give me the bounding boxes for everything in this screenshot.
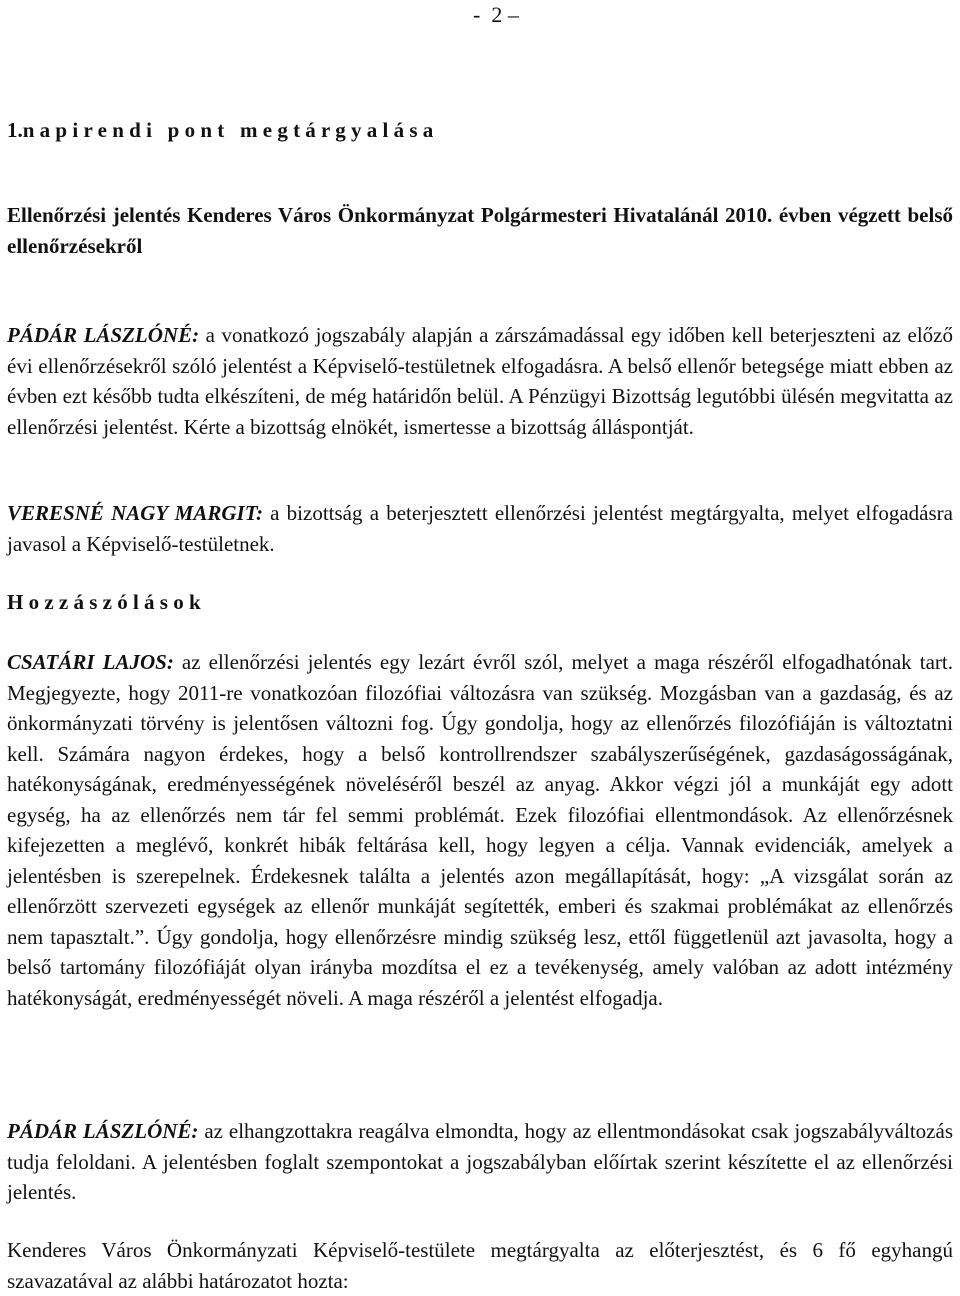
paragraph-csatari xyxy=(7,647,953,1013)
paragraph-text: az ellenőrzési jelentés egy lezárt évről szól, melyet a maga részéről elfogadhatónak tart. Megjegyezte, hogy 2011-re vonatkozóan filozófiai változásra van szükség. Mozgásban van a gazdaság, és az önkormányzati törvény is jelentősen változni fog. Úgy gondolja, hogy az ellenőrzés filozófiáján is változtatni kell. Számára nagyon érdekes, hogy a belső kontrollrendszer szabályszerűségének, gazdaságosságának, hatékonyságának, eredményességének növeléséről beszél az anyag. Akkor végzi jól a munkáját egy adott egység, ha az ellenőrzés nem tár fel semmi problémát. Ezek filozófiai ellentmondások. Az ellenőrzésnek kifejezetten a meglévő, konkrét hibák feltárása kell, hogy legyen a célja. Vannak evidenciák, amelyek a jelentésben is szerepelnek. Érdekesnek találta a jelentés azon megállapítását, hogy: „A vizsgálat során az ellenőrzött szervezeti egységek az ellenőr munkáját segítették, emberi és szakmai problémákat az ellenőrzés nem tapasztalt.”. Úgy gondolja, hogy ellenőrzésre mindig szükség lesz, ettől függetlenül azt javasolta, hogy a belső tartomány filozófiáját olyan irányba mozdítsa el ez a tevékenység, amely valóban az adott intézmény hatékonyságát, eredményességét növeli. A maga részéről a jelentést elfogadja. xyxy=(7,650,953,1010)
paragraph-padar-2 xyxy=(7,1116,953,1208)
paragraph-padar-1 xyxy=(7,320,953,442)
agenda-heading: 1.n a p i r e n d i p o n t m e g t á r g y a l á s a xyxy=(7,118,434,142)
paragraph-text: a bizottság a beterjesztett ellenőrzési jelentést megtárgyalta, melyet elfogadásra javasol a Képviselő-testületnek. xyxy=(7,501,953,556)
speaker-name: PÁDÁR LÁSZLÓNÉ: xyxy=(7,323,200,347)
speaker-name: PÁDÁR LÁSZLÓNÉ: xyxy=(7,1119,199,1143)
paragraph-veresne xyxy=(7,498,953,559)
comments-heading: H o z z á s z ó l á s o k xyxy=(7,590,201,614)
paragraph-text: a vonatkozó jogszabály alapján a zárszámadással egy időben kell beterjeszteni az előző évi ellenőrzésekről szóló jelentést a Képviselő-testületnek elfogadásra. A belső ellenőr betegsége miatt ebben az évben ezt később tudta elkészíteni, de még határidőn belül. A Pénzügyi Bizottság legutóbbi ülésén megvitatta az ellenőrzési jelentést. Kérte a bizottság elnökét, ismertesse a bizottság álláspontját. xyxy=(7,323,953,439)
report-title: Ellenőrzési jelentés Kenderes Város Önkormányzat Polgármesteri Hivatalánál 2010. évben végzett belső ellenőrzésekről xyxy=(7,203,953,258)
paragraph-resolution-intro: Kenderes Város Önkormányzati Képviselő-testülete megtárgyalta az előterjesztést, és 6 fő egyhangú szavazatával az alábbi határozatot hozta: xyxy=(7,1238,953,1293)
speaker-name: CSATÁRI LAJOS: xyxy=(7,650,174,674)
page-number: - 2 – xyxy=(473,2,519,27)
speaker-name: VERESNÉ NAGY MARGIT: xyxy=(7,501,263,525)
paragraph-text: az elhangzottakra reagálva elmondta, hogy az ellentmondásokat csak jogszabályváltozás tudja feloldani. A jelentésben foglalt szempontokat a jogszabályban előírtak szerint készítette el az ellenőrzési jelentés. xyxy=(7,1119,953,1204)
